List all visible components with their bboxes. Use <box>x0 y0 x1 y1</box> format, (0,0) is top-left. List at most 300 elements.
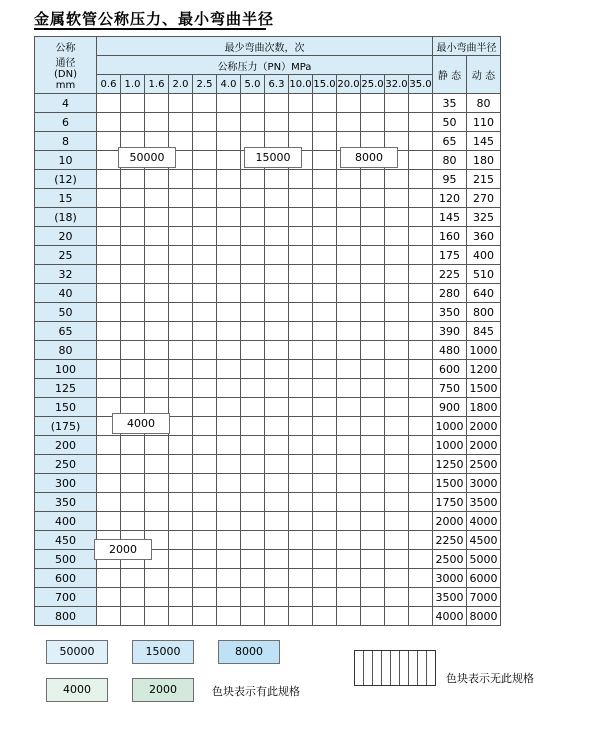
grid-cell <box>385 398 409 417</box>
grid-cell <box>193 94 217 113</box>
legend <box>34 636 566 716</box>
static-radius-cell: 1000 <box>433 417 467 436</box>
static-radius-cell: 35 <box>433 94 467 113</box>
table-row <box>35 360 501 379</box>
grid-cell <box>361 246 385 265</box>
grid-cell <box>265 398 289 417</box>
radius-static-header: 静 态 <box>433 56 467 94</box>
grid-cell <box>241 246 265 265</box>
grid-cell <box>265 284 289 303</box>
grid-cell <box>241 436 265 455</box>
grid-cell <box>409 493 433 512</box>
grid-cell <box>121 588 145 607</box>
pressure-value-11: 25.0 <box>361 75 385 94</box>
grid-cell <box>217 94 241 113</box>
dn-cell: 600 <box>35 569 97 588</box>
grid-cell <box>217 113 241 132</box>
grid-cell <box>169 303 193 322</box>
grid-cell <box>313 531 337 550</box>
grid-cell <box>265 341 289 360</box>
pressure-value-9: 15.0 <box>313 75 337 94</box>
static-radius-cell: 2000 <box>433 512 467 531</box>
static-radius-cell: 3000 <box>433 569 467 588</box>
pressure-value-1: 1.0 <box>121 75 145 94</box>
grid-cell <box>289 208 313 227</box>
grid-cell <box>217 379 241 398</box>
grid-cell <box>145 455 169 474</box>
grid-cell <box>169 436 193 455</box>
static-radius-cell: 350 <box>433 303 467 322</box>
grid-cell <box>241 398 265 417</box>
grid-cell <box>337 303 361 322</box>
pressure-value-8: 10.0 <box>289 75 313 94</box>
dn-cell: 10 <box>35 151 97 170</box>
grid-cell <box>217 265 241 284</box>
pressure-value-2: 1.6 <box>145 75 169 94</box>
grid-cell <box>409 208 433 227</box>
grid-cell <box>241 341 265 360</box>
grid-cell <box>409 569 433 588</box>
grid-cell <box>385 170 409 189</box>
dn-cell: 32 <box>35 265 97 284</box>
grid-cell <box>265 94 289 113</box>
grid-cell <box>145 493 169 512</box>
grid-cell <box>97 132 121 151</box>
grid-cell <box>97 303 121 322</box>
grid-cell <box>193 398 217 417</box>
grid-cell <box>121 227 145 246</box>
spec-table <box>34 36 501 626</box>
grid-cell <box>265 455 289 474</box>
dn-cell: 20 <box>35 227 97 246</box>
grid-cell <box>265 170 289 189</box>
grid-cell <box>121 113 145 132</box>
grid-cell <box>361 322 385 341</box>
dn-cell: 25 <box>35 246 97 265</box>
grid-cell <box>313 341 337 360</box>
grid-cell <box>145 94 169 113</box>
grid-cell <box>313 189 337 208</box>
grid-cell <box>217 398 241 417</box>
grid-cell <box>121 569 145 588</box>
static-radius-cell: 175 <box>433 246 467 265</box>
grid-cell <box>409 265 433 284</box>
grid-cell <box>361 379 385 398</box>
grid-cell <box>97 569 121 588</box>
grid-cell <box>337 455 361 474</box>
grid-cell <box>97 113 121 132</box>
grid-cell <box>361 550 385 569</box>
grid-cell <box>265 569 289 588</box>
static-radius-cell: 280 <box>433 284 467 303</box>
grid-cell <box>313 151 337 170</box>
grid-cell <box>265 113 289 132</box>
grid-cell <box>265 588 289 607</box>
grid-cell <box>193 341 217 360</box>
grid-cell <box>121 436 145 455</box>
grid-cell <box>265 474 289 493</box>
static-radius-cell: 750 <box>433 379 467 398</box>
grid-cell <box>409 151 433 170</box>
grid-cell <box>121 360 145 379</box>
grid-cell <box>337 341 361 360</box>
grid-cell <box>241 474 265 493</box>
pressure-value-13: 35.0 <box>409 75 433 94</box>
grid-cell <box>169 512 193 531</box>
grid-cell <box>241 379 265 398</box>
grid-cell <box>337 94 361 113</box>
grid-cell <box>169 208 193 227</box>
grid-cell <box>97 94 121 113</box>
grid-cell <box>169 474 193 493</box>
dn-cell: 40 <box>35 284 97 303</box>
grid-cell <box>193 151 217 170</box>
dynamic-radius-cell: 215 <box>467 170 501 189</box>
grid-cell <box>313 512 337 531</box>
dynamic-radius-cell: 5000 <box>467 550 501 569</box>
dn-cell: 80 <box>35 341 97 360</box>
grid-cell <box>265 531 289 550</box>
grid-cell <box>409 113 433 132</box>
grid-cell <box>337 531 361 550</box>
grid-cell <box>409 132 433 151</box>
grid-cell <box>241 569 265 588</box>
legend-swatch-15000: 15000 <box>132 640 194 664</box>
grid-cell <box>97 588 121 607</box>
grid-cell <box>361 113 385 132</box>
dynamic-radius-cell: 510 <box>467 265 501 284</box>
grid-cell <box>241 550 265 569</box>
table-row <box>35 493 501 512</box>
grid-cell <box>265 550 289 569</box>
dn-cell: 6 <box>35 113 97 132</box>
grid-cell <box>217 189 241 208</box>
grid-cell <box>265 189 289 208</box>
grid-cell <box>313 265 337 284</box>
grid-cell <box>337 398 361 417</box>
grid-cell <box>265 512 289 531</box>
dynamic-radius-cell: 2000 <box>467 417 501 436</box>
grid-cell <box>265 379 289 398</box>
grid-cell <box>121 455 145 474</box>
table-row <box>35 398 501 417</box>
grid-cell <box>385 512 409 531</box>
static-radius-cell: 80 <box>433 151 467 170</box>
grid-cell <box>385 550 409 569</box>
grid-cell <box>361 189 385 208</box>
grid-cell <box>337 569 361 588</box>
grid-cell <box>121 94 145 113</box>
grid-cell <box>385 607 409 626</box>
grid-cell <box>217 455 241 474</box>
grid-cell <box>217 588 241 607</box>
static-radius-cell: 225 <box>433 265 467 284</box>
grid-cell <box>361 531 385 550</box>
grid-cell <box>193 531 217 550</box>
grid-cell <box>337 607 361 626</box>
grid-cell <box>193 265 217 284</box>
grid-cell <box>217 569 241 588</box>
grid-cell <box>169 284 193 303</box>
grid-cell <box>217 493 241 512</box>
grid-cell <box>409 341 433 360</box>
grid-cell <box>241 455 265 474</box>
grid-cell <box>361 341 385 360</box>
grid-cell <box>193 379 217 398</box>
grid-cell <box>313 398 337 417</box>
static-radius-cell: 600 <box>433 360 467 379</box>
grid-cell <box>265 303 289 322</box>
grid-cell <box>121 474 145 493</box>
dn-cell: 125 <box>35 379 97 398</box>
grid-cell <box>121 341 145 360</box>
grid-cell <box>97 151 121 170</box>
grid-cell <box>337 170 361 189</box>
grid-cell <box>217 417 241 436</box>
grid-cell <box>169 588 193 607</box>
grid-cell <box>193 417 217 436</box>
grid-cell <box>121 607 145 626</box>
grid-cell <box>313 94 337 113</box>
dn-cell: 65 <box>35 322 97 341</box>
dn-cell: (18) <box>35 208 97 227</box>
grid-cell <box>313 379 337 398</box>
grid-cell <box>241 417 265 436</box>
grid-cell <box>169 113 193 132</box>
grid-cell <box>193 303 217 322</box>
grid-cell <box>289 246 313 265</box>
grid-cell <box>193 189 217 208</box>
table-row <box>35 455 501 474</box>
grid-cell <box>337 588 361 607</box>
grid-cell <box>385 417 409 436</box>
dynamic-radius-cell: 270 <box>467 189 501 208</box>
grid-cell <box>193 569 217 588</box>
grid-cell <box>289 588 313 607</box>
grid-cell <box>409 379 433 398</box>
grid-cell <box>217 360 241 379</box>
grid-cell <box>409 189 433 208</box>
grid-cell <box>241 531 265 550</box>
grid-cell <box>169 379 193 398</box>
dn-cell: 800 <box>35 607 97 626</box>
grid-cell <box>193 512 217 531</box>
dn-cell: (12) <box>35 170 97 189</box>
pressure-value-6: 5.0 <box>241 75 265 94</box>
dn-header: 公称 通径 (DN) mm <box>35 37 97 94</box>
grid-cell <box>385 246 409 265</box>
grid-cell <box>169 170 193 189</box>
pressure-value-7: 6.3 <box>265 75 289 94</box>
grid-cell <box>313 284 337 303</box>
table-row <box>35 284 501 303</box>
grid-cell <box>313 113 337 132</box>
grid-cell <box>145 569 169 588</box>
grid-cell <box>241 208 265 227</box>
grid-cell <box>289 265 313 284</box>
grid-cell <box>385 569 409 588</box>
grid-cell <box>265 436 289 455</box>
grid-cell <box>241 284 265 303</box>
grid-cell <box>289 360 313 379</box>
table-row <box>35 512 501 531</box>
grid-cell <box>97 455 121 474</box>
grid-cell <box>289 94 313 113</box>
grid-cell <box>313 474 337 493</box>
grid-cell <box>361 474 385 493</box>
grid-cell <box>217 132 241 151</box>
grid-cell <box>169 455 193 474</box>
grid-cell <box>385 322 409 341</box>
grid-cell <box>145 189 169 208</box>
table-row <box>35 94 501 113</box>
grid-cell <box>145 227 169 246</box>
grid-cell <box>169 246 193 265</box>
pressure-value-0: 0.6 <box>97 75 121 94</box>
dynamic-radius-cell: 4000 <box>467 512 501 531</box>
grid-cell <box>313 246 337 265</box>
grid-cell <box>265 417 289 436</box>
dynamic-radius-cell: 145 <box>467 132 501 151</box>
grid-cell <box>169 398 193 417</box>
grid-cell <box>313 303 337 322</box>
grid-cell <box>97 284 121 303</box>
grid-cell <box>193 360 217 379</box>
grid-cell <box>145 322 169 341</box>
grid-cell <box>97 341 121 360</box>
grid-cell <box>217 341 241 360</box>
overlay-label-50000: 50000 <box>118 147 176 168</box>
grid-cell <box>337 512 361 531</box>
grid-cell <box>241 113 265 132</box>
table-row <box>35 474 501 493</box>
static-radius-cell: 65 <box>433 132 467 151</box>
grid-cell <box>337 360 361 379</box>
grid-cell <box>97 379 121 398</box>
grid-cell <box>217 246 241 265</box>
dynamic-radius-cell: 400 <box>467 246 501 265</box>
grid-cell <box>337 417 361 436</box>
grid-cell <box>265 265 289 284</box>
grid-cell <box>409 550 433 569</box>
grid-cell <box>385 265 409 284</box>
grid-cell <box>313 322 337 341</box>
legend-swatch-50000: 50000 <box>46 640 108 664</box>
grid-cell <box>217 227 241 246</box>
grid-cell <box>193 208 217 227</box>
grid-cell <box>289 398 313 417</box>
grid-cell <box>337 265 361 284</box>
grid-cell <box>193 132 217 151</box>
grid-cell <box>169 94 193 113</box>
grid-cell <box>97 265 121 284</box>
table-row <box>35 227 501 246</box>
grid-cell <box>265 360 289 379</box>
static-radius-cell: 120 <box>433 189 467 208</box>
grid-cell <box>217 474 241 493</box>
dynamic-radius-cell: 800 <box>467 303 501 322</box>
table-row <box>35 341 501 360</box>
grid-cell <box>241 322 265 341</box>
grid-cell <box>385 227 409 246</box>
overlay-label-15000: 15000 <box>244 147 302 168</box>
grid-cell <box>169 569 193 588</box>
grid-cell <box>241 94 265 113</box>
dynamic-radius-cell: 1800 <box>467 398 501 417</box>
dynamic-radius-cell: 845 <box>467 322 501 341</box>
grid-cell <box>337 113 361 132</box>
grid-cell <box>313 208 337 227</box>
grid-cell <box>361 170 385 189</box>
grid-cell <box>385 284 409 303</box>
grid-cell <box>409 360 433 379</box>
table-row <box>35 436 501 455</box>
grid-cell <box>313 607 337 626</box>
dn-cell: (175) <box>35 417 97 436</box>
grid-cell <box>193 227 217 246</box>
grid-cell <box>97 189 121 208</box>
grid-cell <box>217 303 241 322</box>
legend-swatch-2000: 2000 <box>132 678 194 702</box>
grid-cell <box>145 341 169 360</box>
grid-cell <box>241 265 265 284</box>
grid-cell <box>313 170 337 189</box>
dynamic-radius-cell: 640 <box>467 284 501 303</box>
static-radius-cell: 1250 <box>433 455 467 474</box>
grid-cell <box>361 512 385 531</box>
pressure-header: 公称压力（PN）MPa <box>97 56 433 75</box>
dynamic-radius-cell: 3500 <box>467 493 501 512</box>
dynamic-radius-cell: 7000 <box>467 588 501 607</box>
grid-cell <box>193 246 217 265</box>
grid-cell <box>169 493 193 512</box>
grid-cell <box>289 322 313 341</box>
pressure-value-5: 4.0 <box>217 75 241 94</box>
dynamic-radius-cell: 6000 <box>467 569 501 588</box>
grid-cell <box>145 512 169 531</box>
grid-cell <box>313 493 337 512</box>
legend-hatch-swatch <box>354 650 436 686</box>
table-row <box>35 417 501 436</box>
table-row <box>35 303 501 322</box>
table-row <box>35 265 501 284</box>
grid-cell <box>337 208 361 227</box>
grid-cell <box>289 512 313 531</box>
static-radius-cell: 4000 <box>433 607 467 626</box>
dn-cell: 4 <box>35 94 97 113</box>
grid-cell <box>145 208 169 227</box>
grid-cell <box>121 379 145 398</box>
grid-cell <box>289 284 313 303</box>
grid-cell <box>361 607 385 626</box>
grid-cell <box>313 550 337 569</box>
grid-cell <box>145 379 169 398</box>
grid-cell <box>361 588 385 607</box>
grid-cell <box>265 493 289 512</box>
legend-swatch-8000: 8000 <box>218 640 280 664</box>
pressure-value-12: 32.0 <box>385 75 409 94</box>
grid-cell <box>385 341 409 360</box>
pressure-value-3: 2.0 <box>169 75 193 94</box>
grid-cell <box>313 436 337 455</box>
grid-cell <box>289 341 313 360</box>
grid-cell <box>409 455 433 474</box>
grid-cell <box>385 360 409 379</box>
table-row <box>35 569 501 588</box>
overlay-label-4000: 4000 <box>112 413 170 434</box>
grid-cell <box>289 170 313 189</box>
bend-count-header: 最少弯曲次数，次 <box>97 37 433 56</box>
